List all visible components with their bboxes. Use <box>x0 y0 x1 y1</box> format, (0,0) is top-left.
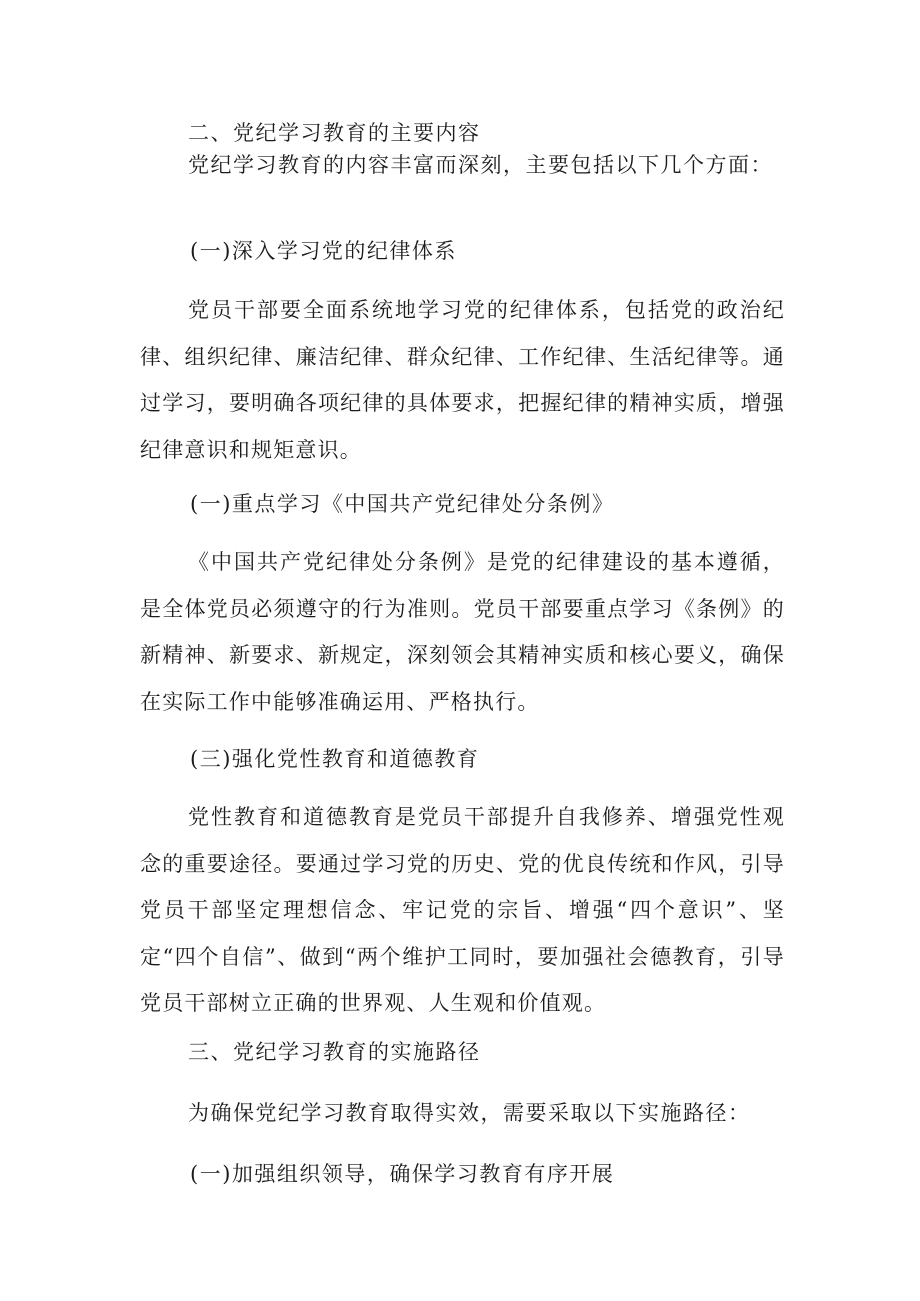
section-3-intro: 为确保党纪学习教育取得实效，需要采取以下实施路径： <box>188 1101 751 1125</box>
subheading-2: (一)重点学习《中国共产党纪律处分条例》 <box>190 492 615 516</box>
paragraph-2: 《中国共产党纪律处分条例》是党的纪律建设的基本遵循，是全体党员必须遵守的行为准则。党员干部要重点学习《条例》的新精神、新要求、新规定，深刻领会其精神实质和核心要义，确保在实际工作中能够准确运用、严格执行。 <box>140 550 785 714</box>
subheading-1: (一)深入学习党的纪律体系 <box>190 239 457 263</box>
section-heading-3: 三、党纪学习教育的实施路径 <box>188 1040 481 1064</box>
section-2-intro: 党纪学习教育的内容丰富而深刻，主要包括以下几个方面： <box>188 153 773 177</box>
section-heading-2: 二、党纪学习教育的主要内容 <box>188 121 481 145</box>
paragraph-3: 党性教育和道德教育是党员干部提升自我修养、增强党性观念的重要途径。要通过学习党的历史、党的优良传统和作风，引导党员干部坚定理想信念、牢记党的宗旨、增强“四个意识”、坚定“四个自信”、做到“两个维护工同时，要加强社会德教育，引导党员干部树立正确的世界观、人生观和价值观。 <box>140 805 785 1015</box>
paragraph-1: 党员干部要全面系统地学习党的纪律体系，包括党的政治纪律、组织纪律、廉洁纪律、群众纪律、工作纪律、生活纪律等。通过学习，要明确各项纪律的具体要求，把握纪律的精神实质，增强纪律意识和规矩意识。 <box>140 298 785 462</box>
subheading-4: (一)加强组织领导，确保学习教育有序开展 <box>190 1162 615 1186</box>
subheading-3: (三)强化党性教育和道德教育 <box>190 747 480 771</box>
